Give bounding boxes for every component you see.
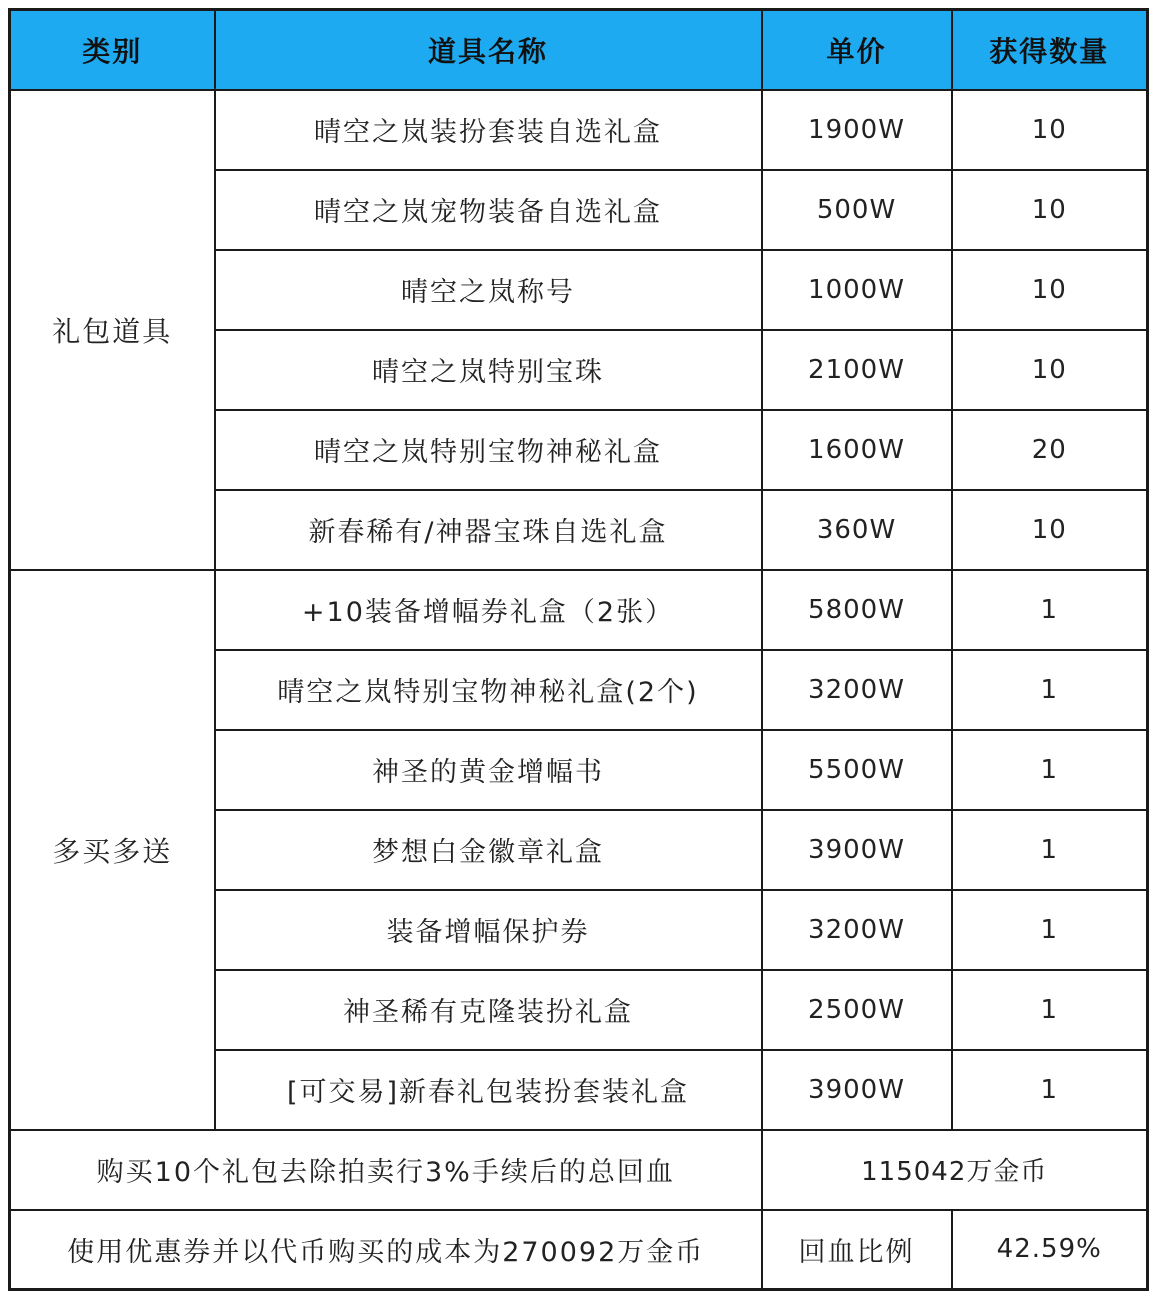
item-price: 2100W [762,330,952,410]
item-name: 神圣的黄金增幅书 [215,730,762,810]
ratio-value: 42.59% [952,1210,1148,1290]
item-price: 1900W [762,90,952,170]
item-price: 1600W [762,410,952,490]
item-name: 晴空之岚特别宝物神秘礼盒 [215,410,762,490]
item-price: 5500W [762,730,952,810]
header-item-name: 道具名称 [215,10,762,90]
header-category: 类别 [10,10,215,90]
item-qty: 1 [952,1050,1148,1130]
summary-ratio-row [10,1210,1148,1290]
item-qty: 1 [952,810,1148,890]
item-qty: 10 [952,90,1148,170]
header-quantity: 获得数量 [952,10,1148,90]
total-return-label: 购买10个礼包去除拍卖行3%手续后的总回血 [10,1130,762,1210]
item-price: 1000W [762,250,952,330]
item-name: +10装备增幅券礼盒（2张） [215,570,762,650]
item-name: [可交易]新春礼包装扮套装礼盒 [215,1050,762,1130]
item-qty: 1 [952,570,1148,650]
item-name: 晴空之岚特别宝珠 [215,330,762,410]
item-qty: 10 [952,170,1148,250]
item-price: 3900W [762,1050,952,1130]
summary-total-row [10,1130,1148,1210]
item-qty: 10 [952,250,1148,330]
item-qty: 1 [952,730,1148,810]
total-return-value: 115042万金币 [762,1130,1148,1210]
category-cell: 多买多送 [10,570,215,1130]
item-name: 梦想白金徽章礼盒 [215,810,762,890]
item-name: 晴空之岚装扮套装自选礼盒 [215,90,762,170]
item-price: 360W [762,490,952,570]
category-cell: 礼包道具 [10,90,215,570]
item-price: 3200W [762,890,952,970]
item-name: 晴空之岚特别宝物神秘礼盒(2个) [215,650,762,730]
item-qty: 1 [952,890,1148,970]
header-unit-price: 单价 [762,10,952,90]
item-price: 500W [762,170,952,250]
reward-table [8,8,1149,1291]
item-qty: 1 [952,970,1148,1050]
item-price: 3200W [762,650,952,730]
item-qty: 1 [952,650,1148,730]
item-name: 新春稀有/神器宝珠自选礼盒 [215,490,762,570]
cost-label: 使用优惠券并以代币购买的成本为270092万金币 [10,1210,762,1290]
ratio-label: 回血比例 [762,1210,952,1290]
item-qty: 10 [952,330,1148,410]
item-name: 晴空之岚称号 [215,250,762,330]
item-name: 装备增幅保护券 [215,890,762,970]
item-price: 5800W [762,570,952,650]
item-qty: 10 [952,490,1148,570]
item-price: 3900W [762,810,952,890]
item-price: 2500W [762,970,952,1050]
item-name: 晴空之岚宠物装备自选礼盒 [215,170,762,250]
item-qty: 20 [952,410,1148,490]
header-row [10,10,1148,90]
table-row [10,90,1148,170]
table-row [10,570,1148,650]
item-name: 神圣稀有克隆装扮礼盒 [215,970,762,1050]
